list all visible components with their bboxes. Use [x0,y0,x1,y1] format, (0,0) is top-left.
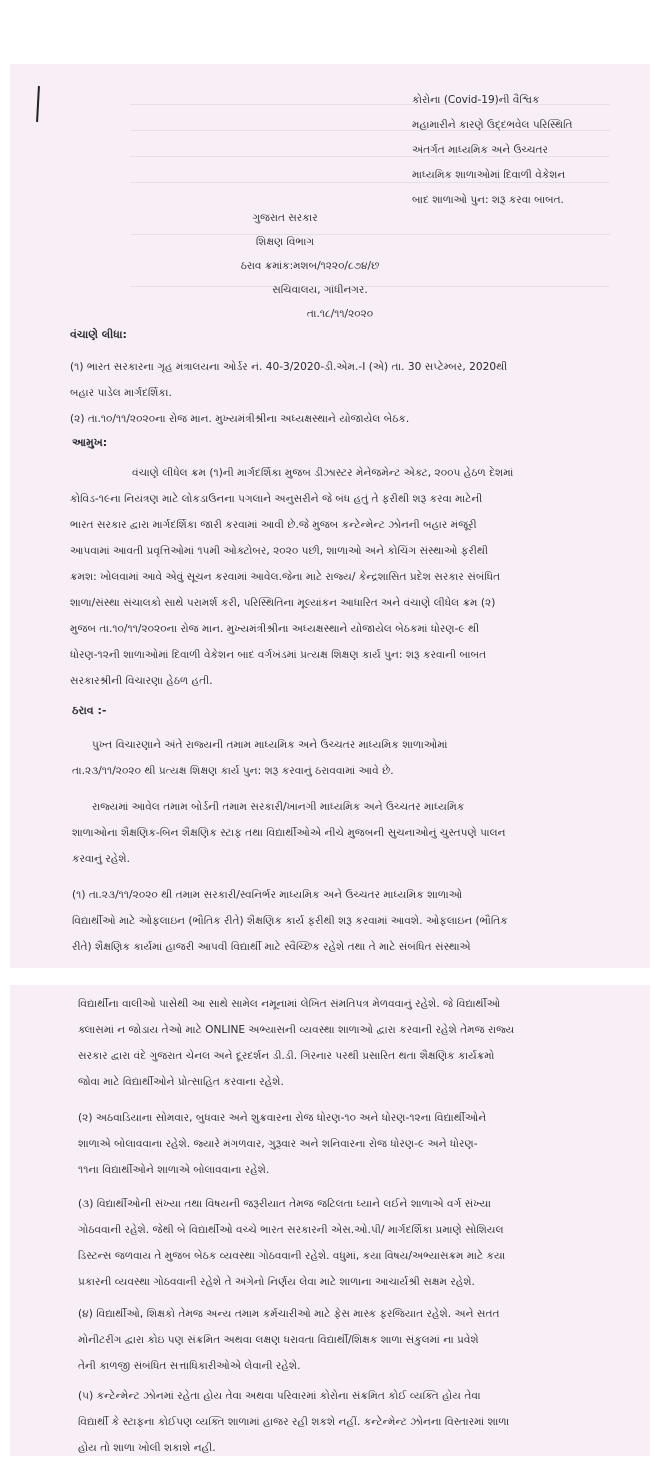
point-line: વિદ્યાર્થીના વાલીઓ પાસેથી આ સાથે સામેલ નમૂનામાં લેખિત સંમતિપત્ર મેળવવાનું રહેશે. જે વિદ્યાર્થીઓ [78,998,501,1010]
point-line: (૨) અઠવાડિયાના સોમવાર, બુધવાર અને શુક્રવારના રોજ ધોરણ-૧૦ અને ધોરણ-૧૨ના વિદ્યાર્થીઓને [78,1112,487,1124]
margin-ink-mark [36,86,40,122]
point-line: ૧૧ના વિદ્યાર્થીઓને શાળાએ બોલાવવાના રહેશે. [78,1164,270,1176]
resolution-number: ઠરાવ ક્રમાંક:મશબ/૧૨૨૦/૮૭૪/છ [240,260,380,272]
resolution-line: રાજ્યમાં આવેલ તમામ બોર્ડની તમામ સરકારી/ખાનગી માધ્યમિક અને ઉચ્ચતર માધ્યમિક [92,801,465,813]
point-line: વિદ્યાર્થીઓ માટે ઓફલાઇન (ભૌતિક રીતે) શૈક્ષણિક કાર્ય ફરીથી શરૂ કરવામાં આવશે. ઓફલાઇન (ભૌતિક [72,915,508,927]
point-line: ગોઠવવાની રહેશે. જેથી બે વિદ્યાર્થીઓ વચ્ચે ભારત સરકારની એસ.ઓ.પી/ માર્ગદર્શિકા પ્રમાણે સોશિયલ [78,1224,504,1236]
references-list [70,354,625,432]
resolution-paragraph-2 [72,794,625,872]
reference-item: બહાર પાડેલ માર્ગદર્શિકા. [70,387,172,399]
point-line: ક્લાસમાં ન જોડાય તેઓ માટે ONLINE અભ્યાસની વ્યવસ્થા શાળાઓ દ્વારા કરવાની રહેશે તેમજ રાજ્ય [78,1024,515,1036]
preamble-line: શાળા/સંસ્થા સંચાલકો સાથે પરામર્શ કરી, પરિસ્થિતિના મૂલ્યાંકન આધારિત અને વંચાણે લીધેલ ક્રમ (૨) [70,597,496,609]
point-line: મોનીટરીંગ દ્વારા કોઇ પણ સંક્રમિત અથવા લક્ષણ ધરાવતા વિદ્યાર્થી/શિક્ષક શાળા સંકુલમાં ના પ્રવેશે [78,1334,479,1346]
point-1-continued [78,991,626,1095]
preamble-line: મુજબ તા.૧૦/૧૧/૨૦૨૦ના રોજ માન. મુખ્યમંત્રીશ્રીના અધ્યક્ષસ્થાને યોજાયેલ બેઠકમાં ધોરણ-૯ થી [70,623,480,635]
point-line: વિદ્યાર્થી કે સ્ટાફના કોઈપણ વ્યક્તિ શાળામાં હાજર રહી શકશે નહીં. કન્ટેન્મેન્ટ ઝોનના વિસ્તારમાં શાળા [78,1416,510,1428]
page-gap [0,968,655,985]
point-line: જોવા માટે વિદ્યાર્થીઓને પ્રોત્સાહિત કરવાના રહેશે. [78,1076,284,1088]
point-line: (૫) કન્ટેન્મેન્ટ ઝોનમાં રહેતા હોય તેવા અથવા પરિવારમાં કોરોના સંક્રમિત કોઈ વ્યક્તિ હોય તેવા [78,1390,481,1402]
preamble-line: ક્રમશ: ખોલવામાં આવે એવું સૂચન કરવામાં આવેલ.જેના માટે રાજ્ય/ કેન્દ્રશાસિત પ્રદેશ સરકાર સંબંધિત [70,571,501,583]
resolution-line: પુખ્ત વિચારણાને અંતે રાજ્યની તમામ માધ્યમિક અને ઉચ્ચતર માધ્યમિક શાળાઓમાં [92,739,448,751]
resolution-point-5 [78,1383,626,1461]
government-name: ગુજરાત સરકાર [252,212,318,224]
preamble-paragraph [70,460,625,694]
resolution-point-1 [72,882,625,960]
point-line: રીતે) શૈક્ષણિક કાર્યમાં હાજરી આપવી વિદ્યાર્થી માટે સ્વૈચ્છિક રહેશે તથા તે માટે સંબંધિત સંસ્થાએ [72,941,471,953]
preamble-line: ભારત સરકાર દ્વારા માર્ગદર્શિકા જારી કરવામાં આવી છે.જે મુજબ કન્ટેન્મેન્ટ ઝોનની બહાર મંજૂરી [70,519,477,531]
preamble-line: વંચાણે લીધેલ ક્રમ (૧)ની માર્ગદર્શિકા મુજબ ડીઝાસ્ટર મેનેજમેન્ટ એક્ટ, ૨૦૦૫ હેઠળ દેશમાં [132,467,514,479]
place: સચિવાલય, ગાંધીનગર. [272,284,368,296]
preamble-line: ધોરણ-૧૨ની શાળાઓમાં દિવાળી વેકેશન બાદ વર્ગખંડમાં પ્રત્યક્ષ શિક્ષણ કાર્ય પુન: શરૂ કરવાની બાબત [70,649,487,661]
subject-line: અંતર્ગત માધ્યમિક અને ઉચ્ચતર [412,144,548,156]
document-page-1 [10,64,650,968]
reference-item: (૧) ભારત સરકારના ગૃહ મંત્રાલયના ઓર્ડર નં. 40-3/2020-ડી.એમ.-I (એ) તા. 30 સપ્ટેમ્બર, 2020થી [70,361,508,373]
reference-item: (૨) તા.૧૦/૧૧/૨૦૨૦ના રોજ માન. મુખ્યમંત્રીશ્રીના અધ્યક્ષસ્થાને યોજાયેલ બેઠક. [70,413,410,425]
subject-line: માધ્યમિક શાળાઓમાં દિવાળી વેકેશન [412,169,566,181]
point-line: હોય તો શાળા ખોલી શકાશે નહી. [78,1442,216,1454]
point-line: ડિસ્ટન્સ જળવાય તે મુજબ બેઠક વ્યવસ્થા ગોઠવવાની રહેશે. વધુમાં, કયા વિષય/અભ્યાસક્રમ માટે કયા [78,1250,506,1262]
preamble-heading: આમુખ: [72,436,108,449]
subject-line: બાદ શાળાઓ પુન: શરૂ કરવા બાબત. [412,194,564,206]
resolution-point-4 [78,1301,626,1379]
point-line: પ્રકારની વ્યવસ્થા ગોઠવવાની રહેશે તે અંગેનો નિર્ણય લેવા માટે શાળાના આચાર્યશ્રી સક્ષમ રહેશે. [78,1276,475,1288]
subject-block [412,88,602,213]
resolution-heading: ઠરાવ :- [72,704,107,717]
preamble-line: આપવામાં આવતી પ્રવૃત્તિઓમાં ૧૫મી ઓક્ટોબર, ૨૦૨૦ પછી, શાળાઓ અને કોચિંગ સંસ્થાઓ ફરીથી [70,545,489,557]
preamble-line: સરકારશ્રીની વિચારણા હેઠળ હતી. [70,675,213,687]
resolution-line: કરવાનું રહેશે. [72,853,130,865]
resolution-date: તા.૧૮/૧૧/૨૦૨૦ [306,308,374,320]
subject-line: કોરોના (Covid-19)ની વૈશ્વિક [412,94,540,106]
point-line: (૧) તા.૨૩/૧૧/૨૦૨૦ થી તમામ સરકારી/સ્વનિર્ભર માધ્યમિક અને ઉચ્ચતર માધ્યમિક શાળાઓ [72,889,463,901]
point-line: (૩) વિદ્યાર્થીઓની સંખ્યા તથા વિષયની જરૂરીયાત તેમજ જટિલતા ધ્યાને લઈને શાળાએ વર્ગ સંખ્યા [78,1198,491,1210]
point-line: (૪) વિદ્યાર્થીઓ, શિક્ષકો તેમજ અન્ય તમામ કર્મચારીઓ માટે ફેસ માસ્ક ફરજિયાત રહેશે. અને સતત [78,1308,500,1320]
document-page-2 [10,985,650,1456]
resolution-point-3 [78,1191,626,1295]
resolution-paragraph-1 [72,732,625,784]
point-line: તેની કાળજી સંબંધિત સત્તાધિકારીઓએ લેવાની રહેશે. [78,1360,301,1372]
department-name: શિક્ષણ વિભાગ [255,236,315,248]
resolution-line: તા.૨૩/૧૧/૨૦૨૦ થી પ્રત્યક્ષ શિક્ષણ કાર્ય પુન: શરૂ કરવાનું ઠરાવવામાં આવે છે. [72,765,394,777]
resolution-line: શાળાઓના શૈક્ષણિક-બિન શૈક્ષણિક સ્ટાફ તથા વિદ્યાર્થીઓએ નીચે મુજબની સુચનાઓનું ચુસ્તપણે પાલન [72,827,506,839]
subject-line: મહામારીને કારણે ઉદ્દભવેલ પરિસ્થિતિ [412,119,573,131]
preamble-line: કોવિડ-૧૯ના નિયંત્રણ માટે લોકડાઉનના પગલાને અનુસરીને જે બંધ હતું તે ફરીથી શરૂ કરવા માટેની [70,493,483,505]
resolution-point-2 [78,1105,626,1183]
references-heading: વંચાણે લીધા: [70,328,127,341]
point-line: સરકાર દ્વારા વંદે ગુજરાત ચેનલ અને દૂરદર્શન ડી.ડી. ગિરનાર પરથી પ્રસારિત થતા શૈક્ષણિક કાર્યક્રમો [78,1050,495,1062]
point-line: શાળાએ બોલાવવાના રહેશે. જ્યારે મંગળવાર, ગુરૂવાર અને શનિવારના રોજ ધોરણ-૯ અને ધોરણ- [78,1138,478,1150]
